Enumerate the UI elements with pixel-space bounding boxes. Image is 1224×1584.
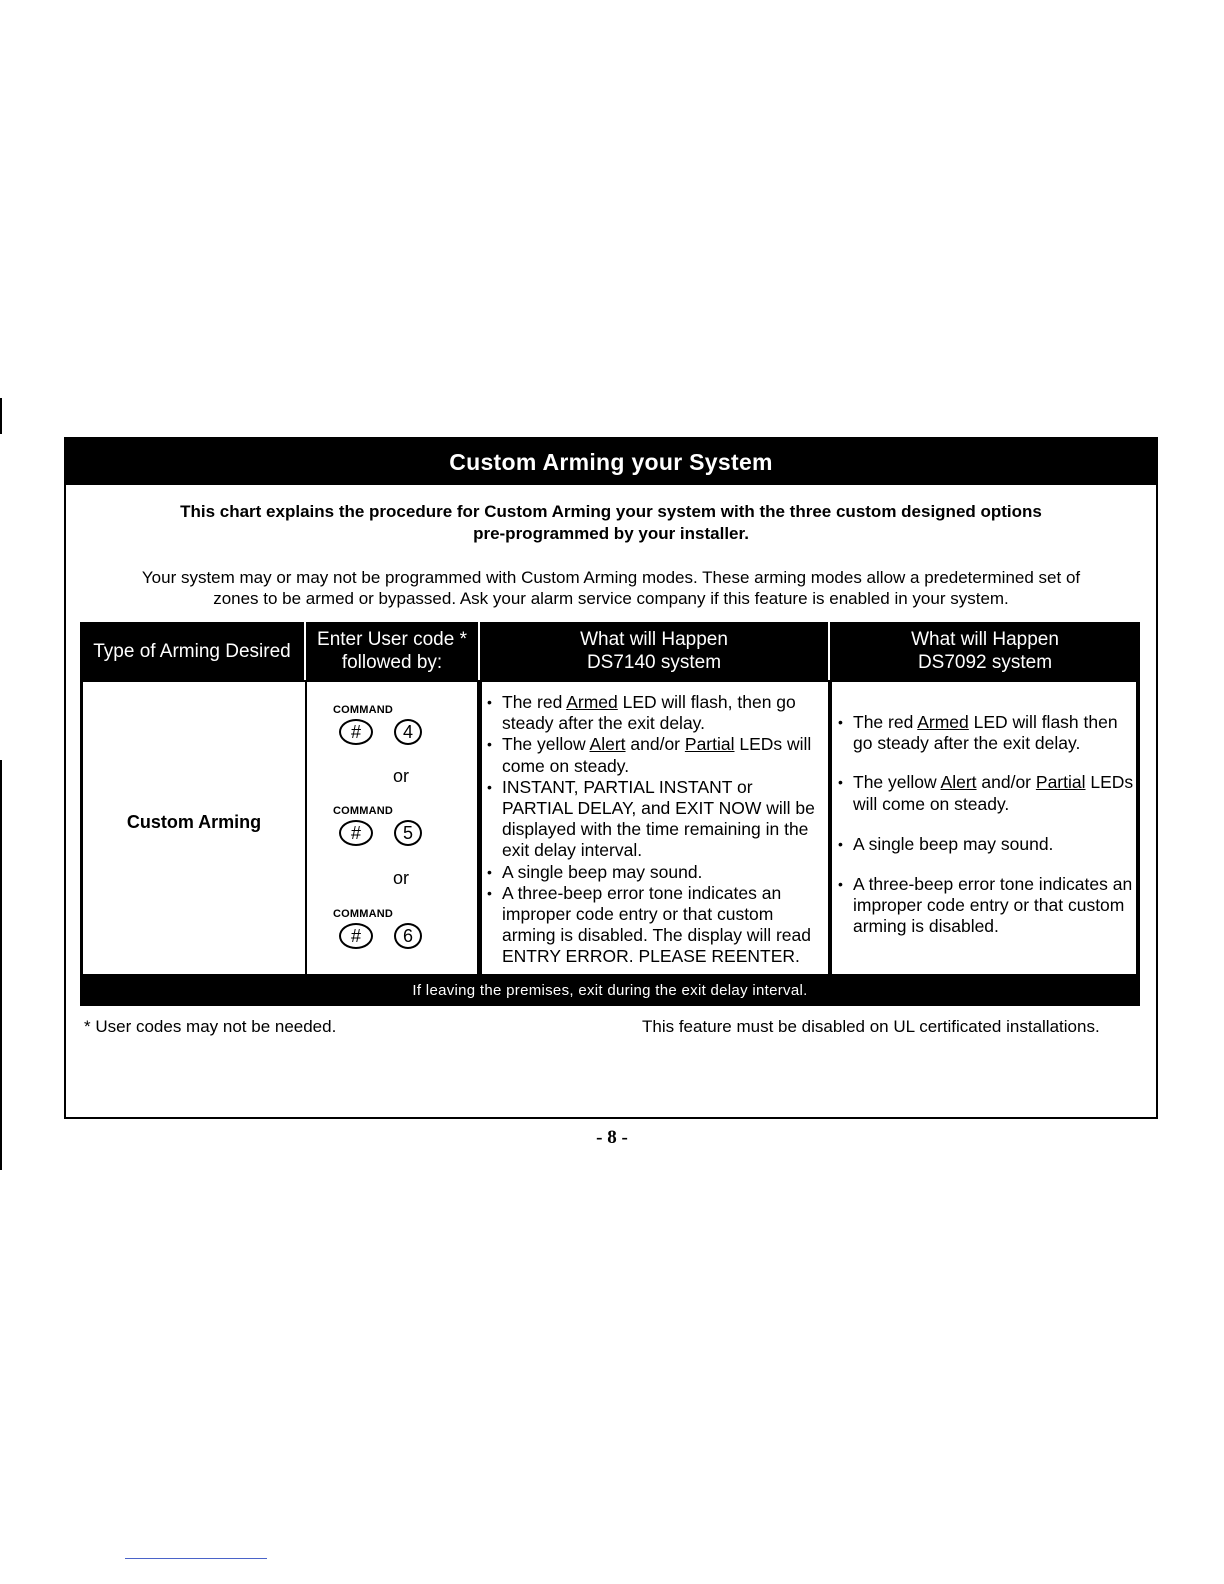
ds7140-list	[484, 692, 824, 968]
panel-title: Custom Arming your System	[66, 439, 1156, 485]
scan-edge-mark	[0, 760, 2, 1170]
list-item: • The yellow Alert and/or Partial LEDs will come on steady.	[484, 734, 824, 776]
footnote-ul-notice: This feature must be disabled on UL certificated installations.	[642, 1017, 1100, 1036]
arming-table	[80, 622, 1140, 1006]
ds7092-list	[835, 712, 1135, 938]
cell-arming-type	[83, 682, 305, 974]
list-item: • The yellow Alert and/or Partial LEDs will come on steady.	[835, 772, 1135, 814]
or-separator: or	[393, 766, 410, 786]
list-item: • The red Armed LED will flash then go steady after the exit delay.	[835, 712, 1135, 754]
custom-arming-panel	[64, 437, 1158, 1119]
hash-key-icon: #	[339, 719, 373, 745]
scan-edge-mark	[0, 398, 2, 434]
command-label: COMMAND	[333, 704, 394, 716]
intro-body-text: Your system may or may not be programmed with Custom Arming modes. These arming modes allow a predetermined set of zones to be armed or bypassed. Ask your alarm service company if this feature is enabled in your system.	[141, 568, 1081, 608]
bottom-rule	[125, 1558, 267, 1559]
cell-commands	[307, 682, 477, 974]
command-label: COMMAND	[333, 908, 394, 920]
command-label: COMMAND	[333, 805, 394, 817]
number-key-icon: 6	[394, 923, 422, 949]
list-item: • The red Armed LED will flash, then go steady after the exit delay.	[484, 692, 824, 734]
footnote-user-codes: * User codes may not be needed.	[84, 1017, 337, 1036]
intro-bold-text: This chart explains the procedure for Custom Arming your system with the three custom designed options pre-programmed by your installer.	[180, 502, 1042, 543]
list-item: • A three-beep error tone indicates an improper code entry or that custom arming is disabled.	[835, 874, 1135, 938]
header-code: Enter User code * followed by:	[317, 629, 467, 673]
number-key-icon: 5	[394, 820, 422, 846]
cell-ds7092	[832, 682, 1136, 974]
arming-type-label: Custom Arming	[126, 812, 262, 832]
hash-key-icon: #	[339, 820, 373, 846]
cell-ds7140	[482, 682, 828, 974]
table-footer-note: If leaving the premises, exit during the exit delay interval.	[412, 982, 808, 999]
header-ds7140: What will Happen DS7140 system	[580, 629, 728, 673]
hash-key-icon: #	[339, 923, 373, 949]
list-item: • A single beep may sound.	[835, 834, 1135, 855]
header-ds7092: What will Happen DS7092 system	[911, 629, 1059, 673]
page-number: - 8 -	[596, 1127, 628, 1148]
list-item: • INSTANT, PARTIAL INSTANT or PARTIAL DELAY, and EXIT NOW will be displayed with the time remaining in the exit delay interval.	[484, 777, 824, 862]
list-item: • A three-beep error tone indicates an improper code entry or that custom arming is disabled. The display will read ENTRY ERROR. PLEASE REENTER.	[484, 883, 824, 968]
or-separator: or	[393, 868, 410, 888]
header-type: Type of Arming Desired	[93, 640, 291, 662]
number-key-icon: 4	[394, 719, 422, 745]
list-item: • A single beep may sound.	[484, 862, 824, 883]
